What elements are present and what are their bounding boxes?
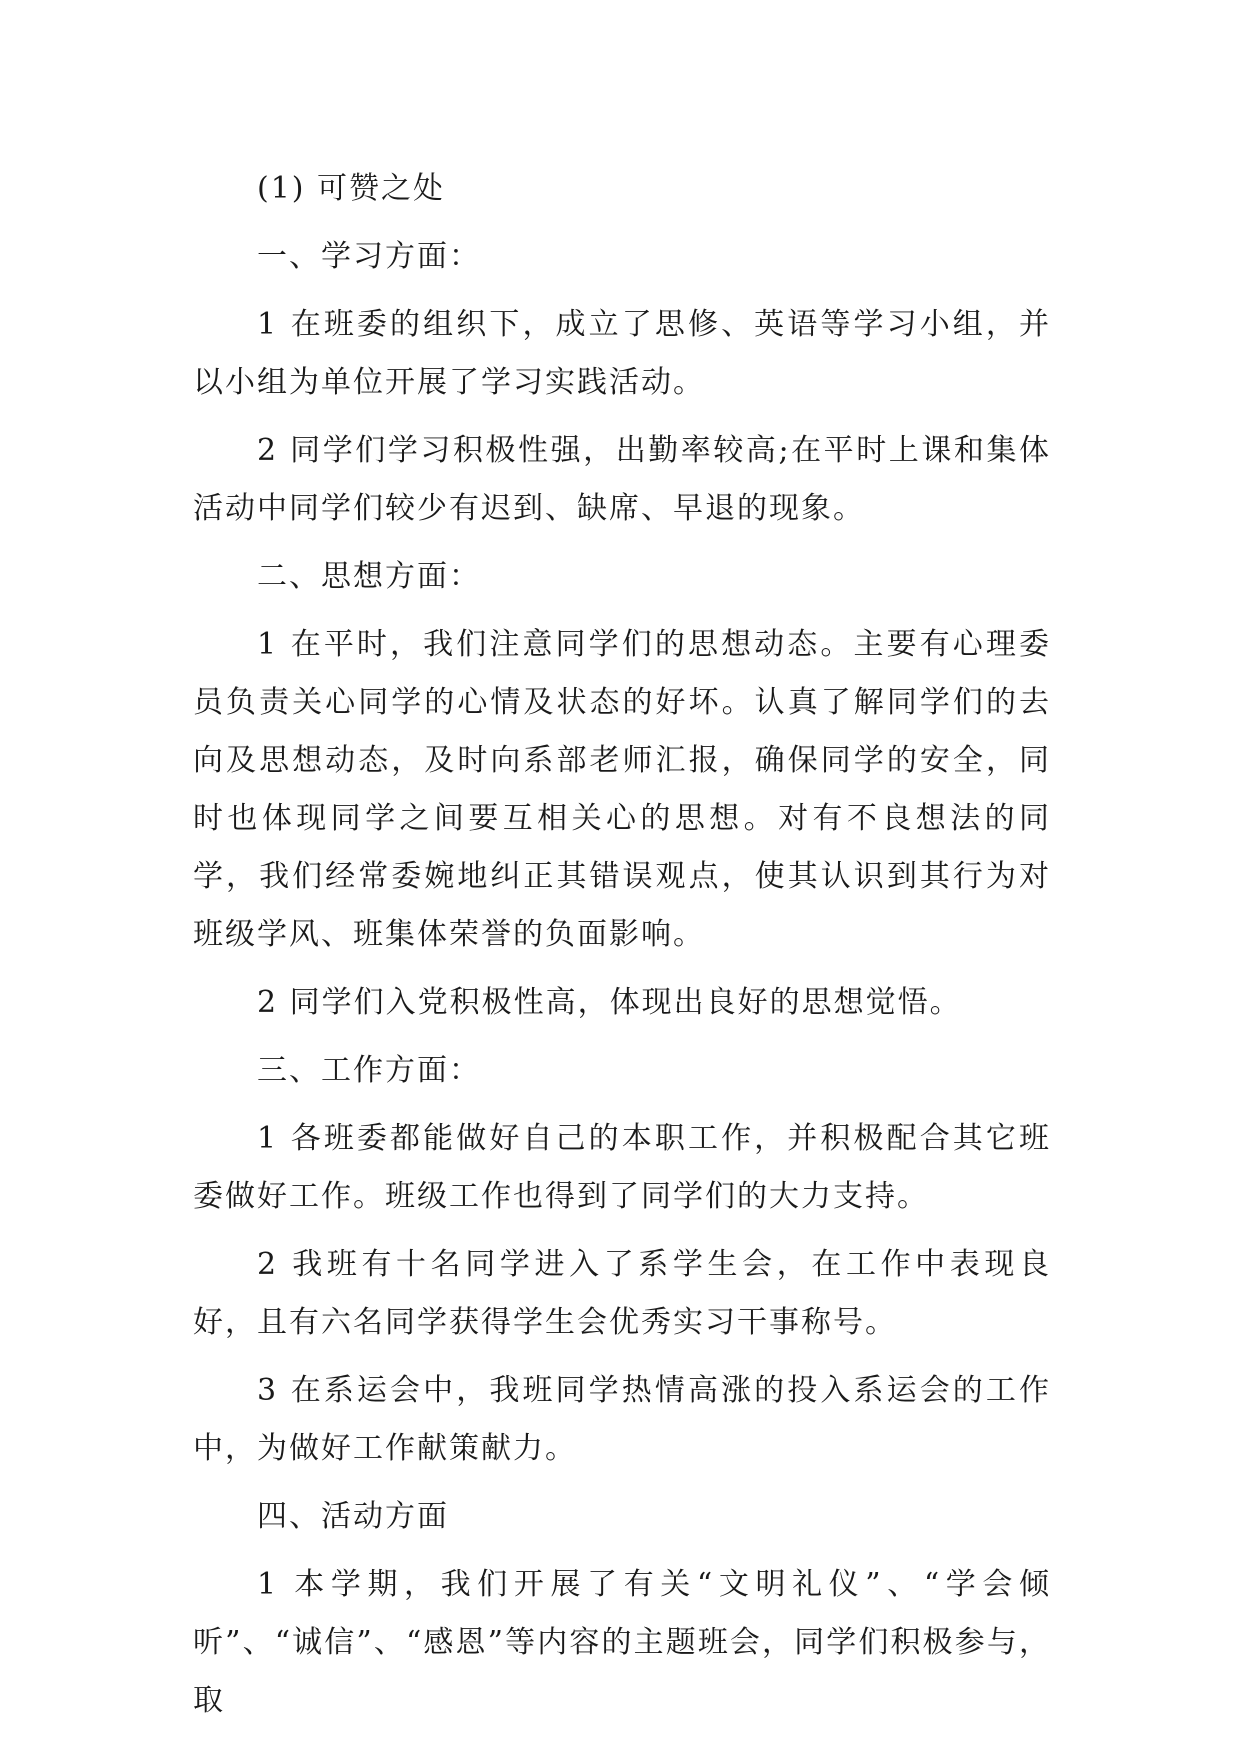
document-page <box>193 160 1051 1740</box>
section-heading-activity: 四、活动方面 <box>257 1499 449 1534</box>
paragraph-thought-1: 1 在平时，我们注意同学们的思想动态。主要有心理委员负责关心同学的心情及状态的好坏。认真了解同学们的去向及思想动态，及时向系部老师汇报，确保同学的安全，同时也体现同学之间要互相关心的思想。对有不良想法的同学，我们经常委婉地纠正其错误观点，使其认识到其行为对班级学风、班集体荣誉的负面影响。 <box>193 627 1051 952</box>
paragraph-activity-1: 1 本学期，我们开展了有关“文明礼仪”、“学会倾听”、“诚信”、“感恩”等内容的主题班会，同学们积极参与，取 <box>193 1567 1051 1718</box>
paragraph-work-1: 1 各班委都能做好自己的本职工作，并积极配合其它班委做好工作。班级工作也得到了同学们的大力支持。 <box>193 1121 1051 1214</box>
paragraph-study-1: 1 在班委的组织下，成立了思修、英语等学习小组，并以小组为单位开展了学习实践活动。 <box>193 307 1051 400</box>
section-heading-praise: (1) 可赞之处 <box>257 171 446 206</box>
section-heading-study: 一、学习方面： <box>257 239 481 274</box>
paragraph-work-3: 3 在系运会中，我班同学热情高涨的投入系运会的工作中，为做好工作献策献力。 <box>193 1373 1051 1466</box>
section-heading-thought: 二、思想方面： <box>257 559 481 594</box>
paragraph-study-2: 2 同学们学习积极性强，出勤率较高;在平时上课和集体活动中同学们较少有迟到、缺席、早退的现象。 <box>193 433 1051 526</box>
section-heading-work: 三、工作方面： <box>257 1053 481 1088</box>
paragraph-work-2: 2 我班有十名同学进入了系学生会，在工作中表现良好，且有六名同学获得学生会优秀实习干事称号。 <box>193 1247 1051 1340</box>
paragraph-thought-2: 2 同学们入党积极性高，体现出良好的思想觉悟。 <box>257 985 962 1020</box>
